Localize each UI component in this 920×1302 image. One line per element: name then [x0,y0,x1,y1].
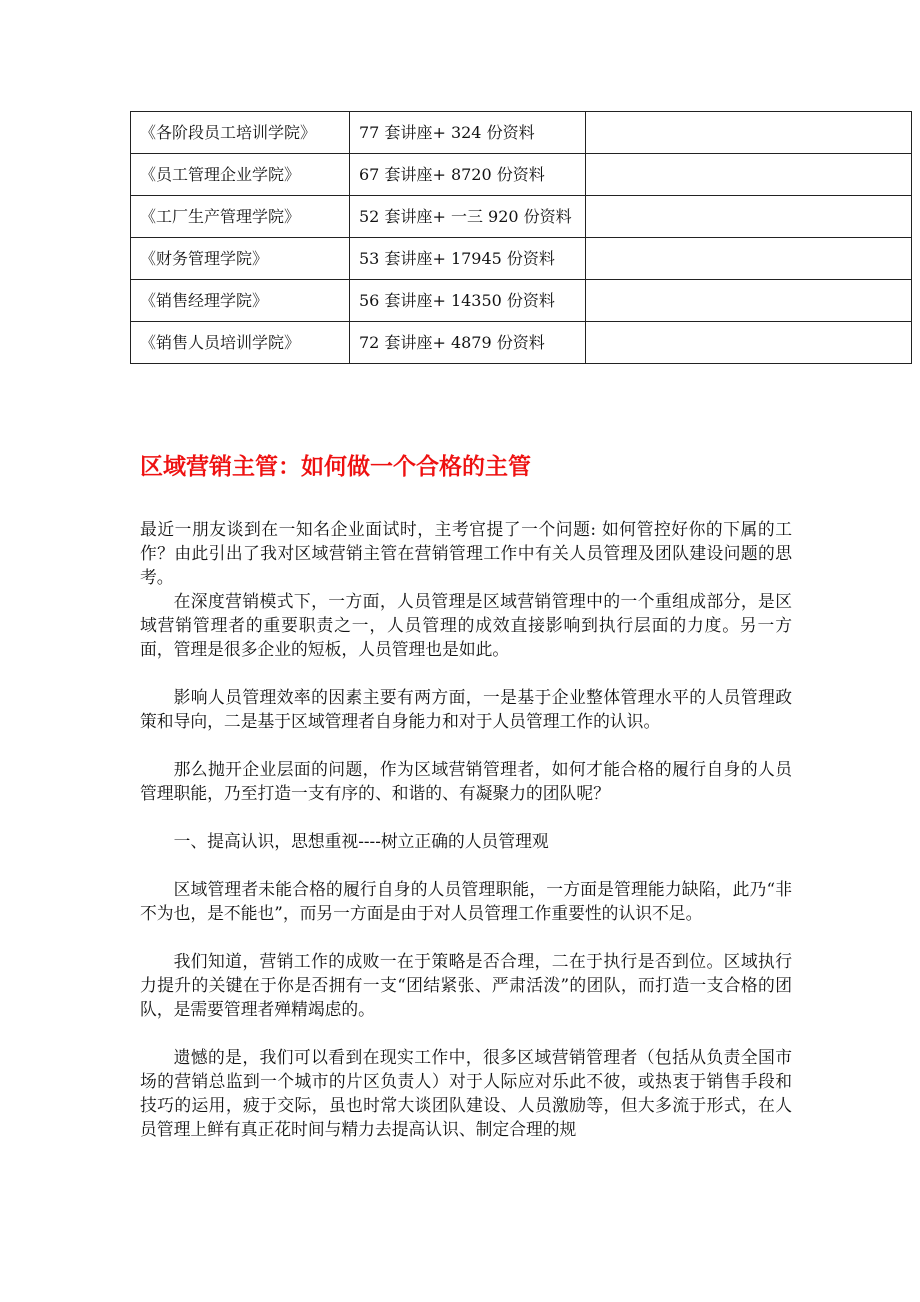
course-content-cell: 52 套讲座+ 一三 920 份资料 [350,196,586,238]
course-content-cell: 67 套讲座+ 8720 份资料 [350,154,586,196]
course-name-cell: 《销售经理学院》 [131,280,350,322]
paragraph: 最近一朋友谈到在一知名企业面试时，主考官提了一个问题: 如何管控好你的下属的工作？由此引出了我对区域营销主管在营销管理工作中有关人员管理及团队建设问题的思考。 [140,519,792,587]
course-name-cell: 《工厂生产管理学院》 [131,196,350,238]
paragraph: 在深度营销模式下，一方面，人员管理是区域营销管理中的一个重组成部分，是区域营销管理者的重要职责之一，人员管理的成效直接影响到执行层面的力度。另一方面，管理是很多企业的短板，人员管理也是如此。 [140,591,792,659]
table-row [131,238,912,280]
course-name-cell: 《财务管理学院》 [131,238,350,280]
paragraph: 我们知道，营销工作的成败一在于策略是否合理，二在于执行是否到位。区域执行力提升的关键在于你是否拥有一支“团结紧张、严肃活泼”的团队，而打造一支合格的团队，是需要管理者殚精竭虑的。 [140,951,792,1019]
paragraph: 区域管理者未能合格的履行自身的人员管理职能，一方面是管理能力缺陷，此乃“非不为也，是不能也”，而另一方面是由于对人员管理工作重要性的认识不足。 [140,879,792,923]
empty-cell [586,238,912,280]
table-row [131,154,912,196]
empty-cell [586,196,912,238]
article-body [140,517,792,1141]
paragraph: 那么抛开企业层面的问题，作为区域营销管理者，如何才能合格的履行自身的人员管理职能，乃至打造一支有序的、和谐的、有凝聚力的团队呢？ [140,759,792,803]
course-name-cell: 《员工管理企业学院》 [131,154,350,196]
empty-cell [586,280,912,322]
empty-cell [586,322,912,364]
section-heading: 一、提高认识，思想重视----树立正确的人员管理观 [173,831,549,851]
course-content-cell: 72 套讲座+ 4879 份资料 [350,322,586,364]
table-row [131,280,912,322]
empty-cell [586,154,912,196]
course-content-cell: 77 套讲座+ 324 份资料 [350,112,586,154]
course-name-cell: 《各阶段员工培训学院》 [131,112,350,154]
paragraph: 遗憾的是，我们可以看到在现实工作中，很多区域营销管理者（包括从负责全国市场的营销总监到一个城市的片区负责人）对于人际应对乐此不彼，或热衷于销售手段和技巧的运用，疲于交际，虽也时常大谈团队建设、人员激励等，但大多流于形式，在人员管理上鲜有真正花时间与精力去提高认识、制定合理的规 [140,1047,792,1139]
table-row [131,322,912,364]
empty-cell [586,112,912,154]
course-content-cell: 56 套讲座+ 14350 份资料 [350,280,586,322]
article-title: 区域营销主管：如何做一个合格的主管 [140,454,531,481]
course-name-cell: 《销售人员培训学院》 [131,322,350,364]
table-row [131,196,912,238]
course-content-cell: 53 套讲座+ 17945 份资料 [350,238,586,280]
course-table [130,111,912,364]
table-row [131,112,912,154]
paragraph: 影响人员管理效率的因素主要有两方面，一是基于企业整体管理水平的人员管理政策和导向，二是基于区域管理者自身能力和对于人员管理工作的认识。 [140,687,792,731]
